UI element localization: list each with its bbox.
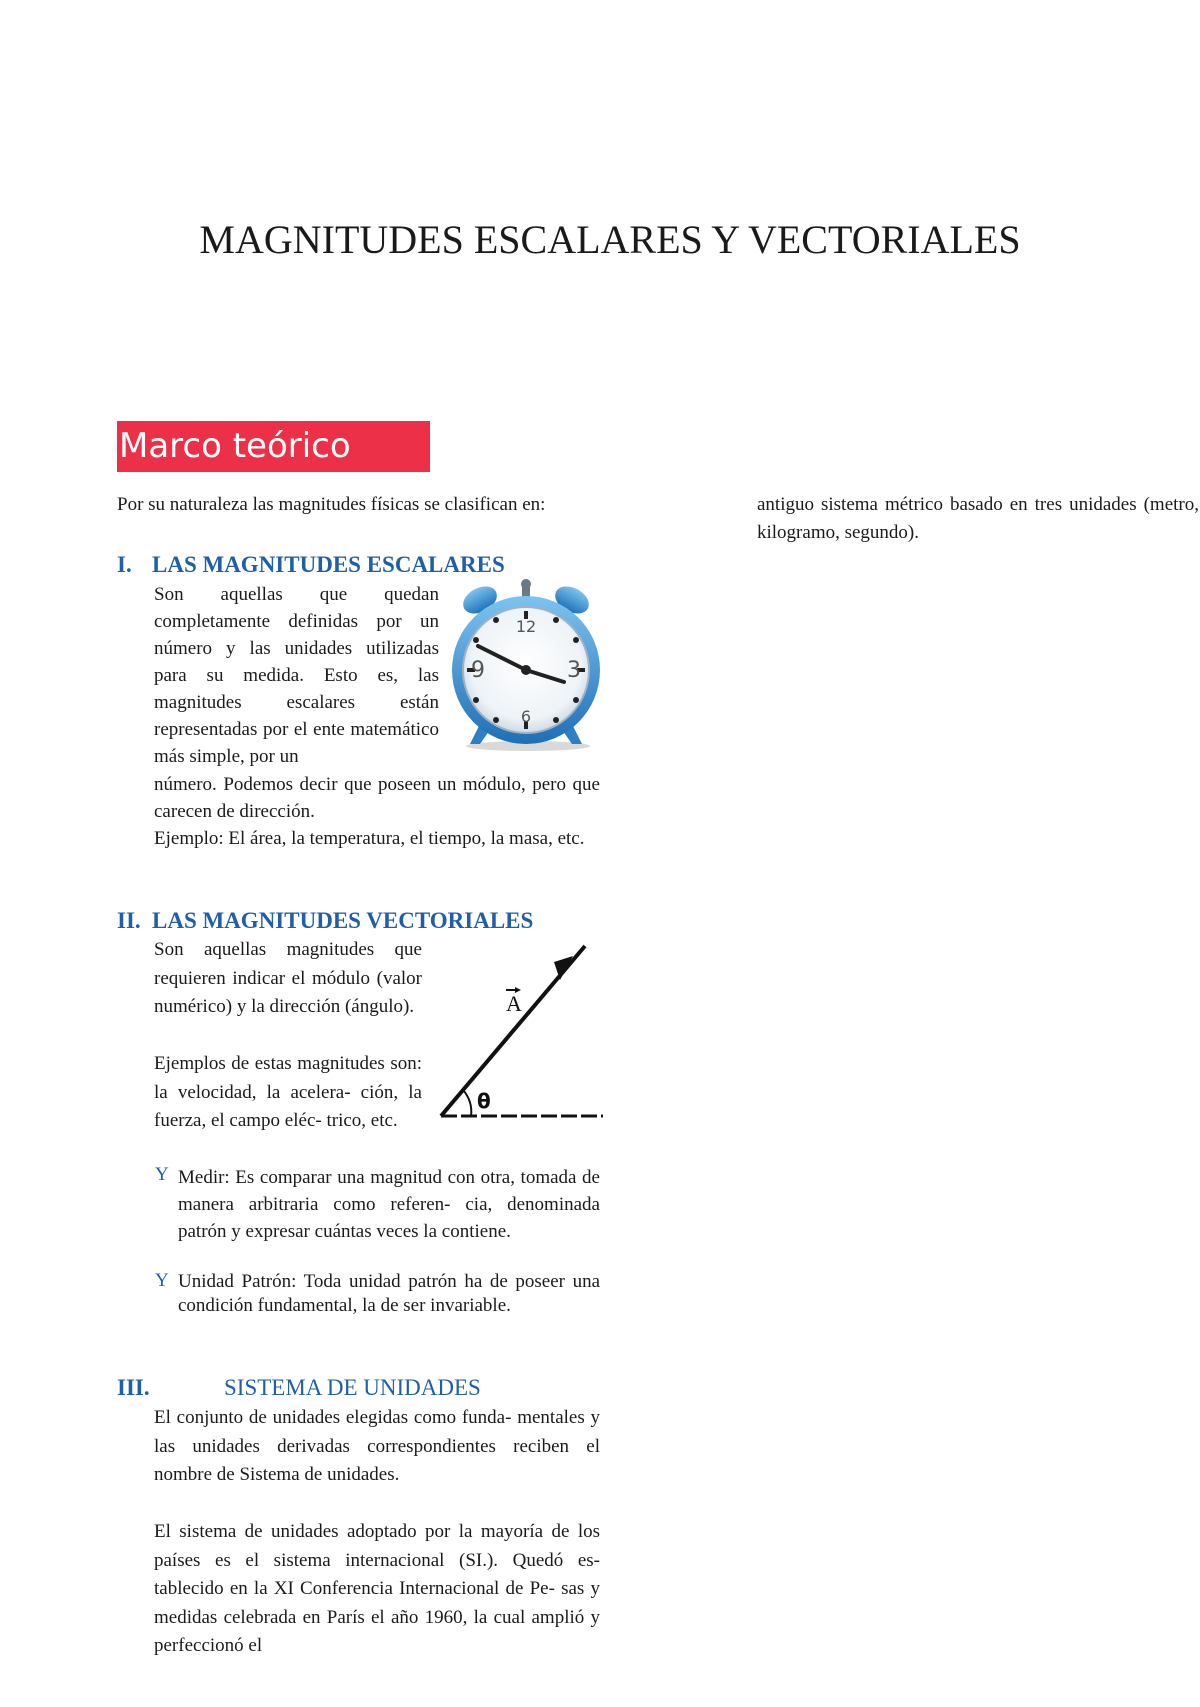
clock-label-12: 12 [515,617,537,636]
vector-label: A [506,991,522,1016]
angle-label: θ [477,1089,491,1113]
section-1-body-wide: número. Podemos decir que poseen un módulo, pero que carecen de dirección. [154,774,600,822]
section-3-heading: SISTEMA DE UNIDADES [224,1375,481,1400]
intro-text: Por su naturaleza las magnitudes físicas se clasifican en: [117,494,546,515]
section-3-number: III. [117,1375,150,1400]
section-1-number: I. [117,552,132,577]
bullet-marker: Y [155,1164,169,1185]
vector-diagram [435,940,605,1122]
clock-label-6: 6 [520,707,532,726]
section-banner: Marco teórico [117,421,430,472]
section-2-body-2: Ejemplos de estas magnitudes son: la velocidad, la acelera- ción, la fuerza, el campo eléc- trico, etc. [154,1053,422,1131]
section-3-para-1: El conjunto de unidades elegidas como funda- mentales y las unidades derivadas correspondientes reciben el nombre de Sistema de unidades. [154,1407,600,1485]
bullet-item-medir: Medir: Es comparar una magnitud con otra, tomada de manera arbitraria como referen- cia, denominada patrón y expresar cuántas veces la contiene. [178,1167,600,1242]
bullet-item-unidad-patron: Unidad Patrón: Toda unidad patrón ha de poseer una condición fundamental, la de ser invariable. [178,1271,600,1316]
section-2-number: II. [117,908,141,933]
page-title: MAGNITUDES ESCALARES Y VECTORIALES [199,217,1021,262]
section-1-heading: LAS MAGNITUDES ESCALARES [152,552,505,577]
bullet-marker: Y [155,1270,169,1291]
section-1-example: Ejemplo: El área, la temperatura, el tiempo, la masa, etc. [154,828,585,849]
section-1-body-narrow: Son aquellas que quedan completamente definidas por un número y las unidades utilizadas para su medida. Esto es, las magnitudes escalares están representadas por el ente matemático más simple, por un [154,584,439,767]
clock-label-9: 9 [471,658,485,683]
clock-label-3: 3 [567,658,581,683]
right-column-text: antiguo sistema métrico basado en tres unidades (metro, kilogramo, segundo). [757,494,1199,543]
section-3-para-2: El sistema de unidades adoptado por la mayoría de los países es el sistema internacional (SI.). Quedó es- tablecido en la XI Conferencia Internacional de Pe- sas y medidas celebrada en París el año 1960, la cual amplió y perfeccionó el [154,1521,600,1656]
section-2-heading: LAS MAGNITUDES VECTORIALES [152,908,534,933]
alarm-clock-image [448,578,604,754]
section-2-body-1: Son aquellas magnitudes que requieren indicar el módulo (valor numérico) y la dirección (ángulo). [154,939,422,1017]
